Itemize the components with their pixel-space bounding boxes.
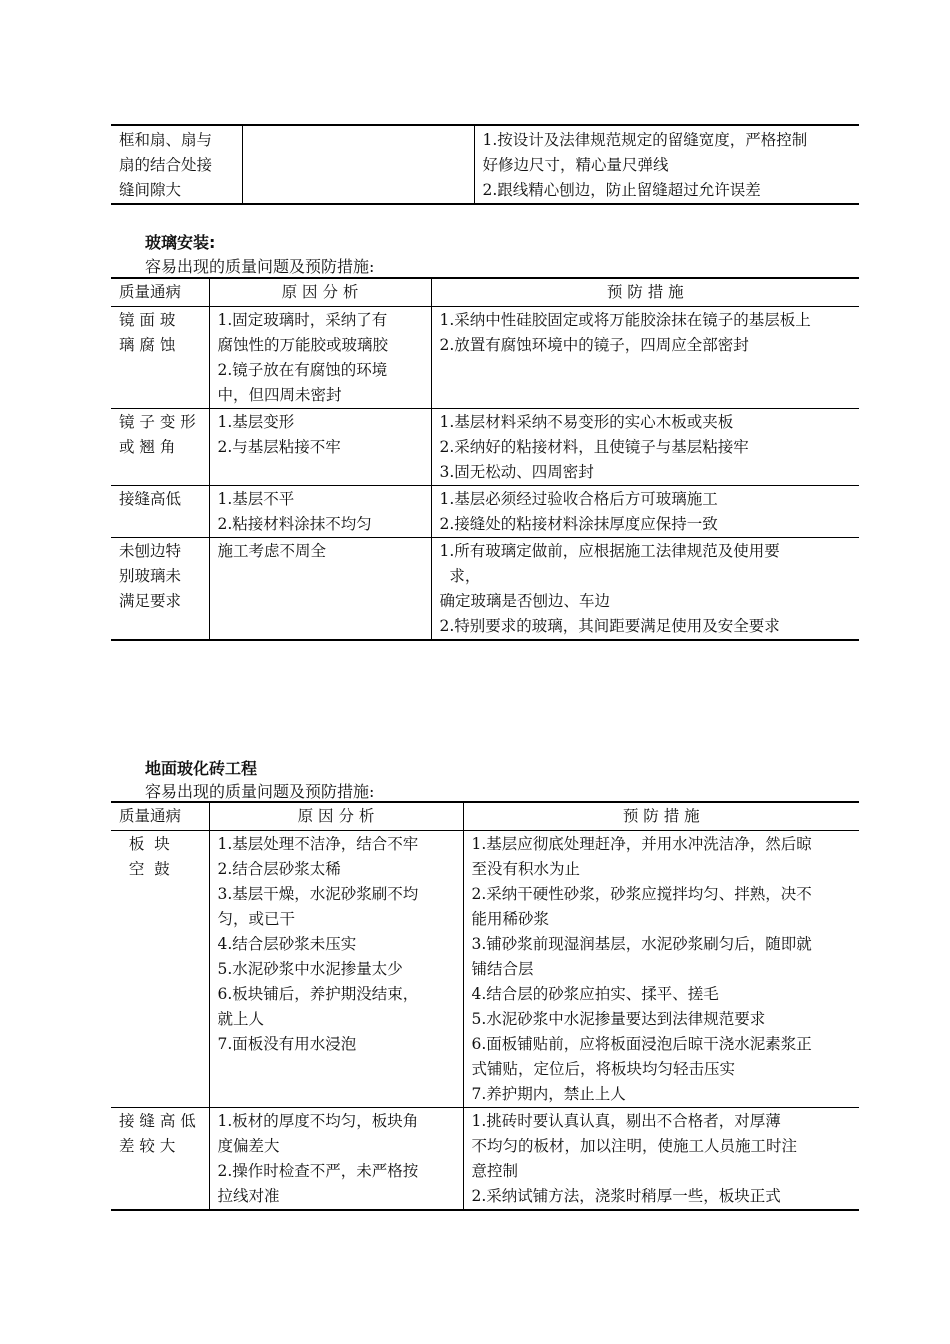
cell-line: 框和扇、扇与 bbox=[119, 131, 213, 149]
table-row bbox=[111, 125, 859, 204]
table-header-row bbox=[111, 278, 859, 307]
cell-line: 镜 面 玻 bbox=[119, 311, 176, 329]
cell-line: 5.水泥砂浆中水泥掺量太少 bbox=[217, 960, 403, 978]
section-title-glass: 玻璃安装: bbox=[145, 233, 216, 252]
table-row bbox=[111, 486, 859, 538]
cell-line: 2.采纳干硬性砂浆，砂浆应搅拌均匀、拌熟，决不 bbox=[471, 885, 812, 903]
cell-line: 2.放置有腐蚀环境中的镜子，四周应全部密封 bbox=[439, 336, 749, 354]
cell-line: 4.结合层砂浆未压实 bbox=[217, 935, 357, 953]
header-measure: 预 防 措 施 bbox=[431, 278, 859, 307]
section-title-tiles: 地面玻化砖工程 bbox=[145, 759, 258, 778]
window-defects-table bbox=[111, 124, 859, 205]
table-row bbox=[111, 538, 859, 641]
cell-line: 拉线对准 bbox=[217, 1187, 280, 1205]
header-cause: 原 因 分 析 bbox=[209, 278, 431, 307]
cell-line: 2.接缝处的粘接材料涂抹厚度应保持一致 bbox=[439, 515, 718, 533]
issue-cell bbox=[111, 538, 209, 641]
header-cause: 原 因 分 析 bbox=[209, 802, 463, 831]
cell-line: 扇的结合处接 bbox=[119, 156, 213, 174]
cell-line: 1.所有玻璃定做前，应根据施工法律规范及使用要 bbox=[439, 542, 780, 560]
measure-cell bbox=[463, 831, 859, 1108]
cause-cell bbox=[209, 409, 431, 486]
cause-cell bbox=[242, 125, 474, 204]
issue-cell bbox=[111, 409, 209, 486]
cell-line: 2.粘接材料涂抹不均匀 bbox=[217, 515, 372, 533]
cause-cell bbox=[209, 486, 431, 538]
measure-cell bbox=[431, 409, 859, 486]
cell-line: 接 缝 高 低 bbox=[119, 1112, 196, 1130]
cause-cell bbox=[209, 831, 463, 1108]
cell-line: 中，但四周未密封 bbox=[217, 386, 342, 404]
tile-defects-table bbox=[111, 801, 859, 1211]
measure-cell bbox=[431, 538, 859, 641]
cell-line: 1.基层材料采纳不易变形的实心木板或夹板 bbox=[439, 413, 734, 431]
cause-cell bbox=[209, 307, 431, 409]
cell-line: 3.固无松动、四周密封 bbox=[439, 463, 594, 481]
cell-line: 1.采纳中性硅胶固定或将万能胶涂抹在镜子的基层板上 bbox=[439, 311, 811, 329]
cell-line: 好修边尺寸，精心量尺弹线 bbox=[482, 156, 669, 174]
glass-defects-table bbox=[111, 277, 859, 641]
cell-line: 2.结合层砂浆太稀 bbox=[217, 860, 341, 878]
table-row bbox=[111, 1108, 859, 1211]
cell-line: 匀，或已干 bbox=[217, 910, 296, 928]
issue-cell bbox=[111, 307, 209, 409]
measure-cell bbox=[463, 1108, 859, 1211]
cell-line: 1.基层应彻底处理赶净，并用水冲洗洁净，然后晾 bbox=[471, 835, 812, 853]
cell-line: 2.采纳试铺方法，浇浆时稍厚一些，板块正式 bbox=[471, 1187, 781, 1205]
table-header-row bbox=[111, 802, 859, 831]
cell-line: 1.基层必须经过验收合格后方可玻璃施工 bbox=[439, 490, 718, 508]
issue-cell bbox=[111, 125, 242, 204]
cell-line: 或 翘 角 bbox=[119, 438, 176, 456]
cell-line: 5.水泥砂浆中水泥掺量要达到法律规范要求 bbox=[471, 1010, 766, 1028]
cell-line: 施工考虑不周全 bbox=[217, 542, 327, 560]
cell-line: 2.跟线精心刨边，防止留缝超过允许误差 bbox=[482, 181, 761, 199]
cell-line: 别玻璃未 bbox=[119, 567, 182, 585]
table-row bbox=[111, 409, 859, 486]
cell-line: 接缝高低 bbox=[119, 490, 182, 508]
cell-line: 1.挑砖时要认真认真，剔出不合格者，对厚薄 bbox=[471, 1112, 781, 1130]
cell-line: 1.固定玻璃时，采纳了有 bbox=[217, 311, 388, 329]
cause-cell bbox=[209, 538, 431, 641]
cell-line: 至没有积水为止 bbox=[471, 860, 581, 878]
cell-line: 3.基层干燥，水泥砂浆刷不均 bbox=[217, 885, 419, 903]
cell-line: 意控制 bbox=[471, 1162, 519, 1180]
issue-cell bbox=[111, 831, 209, 1108]
measure-cell bbox=[431, 307, 859, 409]
cell-line: 就上人 bbox=[217, 1010, 265, 1028]
cell-line: 缝间隙大 bbox=[119, 181, 182, 199]
table-row bbox=[111, 307, 859, 409]
cell-line: 7.养护期内，禁止上人 bbox=[471, 1085, 626, 1103]
measure-cell bbox=[431, 486, 859, 538]
cell-line: 2.操作时检查不严，未严格按 bbox=[217, 1162, 419, 1180]
header-issue: 质量通病 bbox=[111, 278, 209, 307]
section-subtitle-glass: 容易出现的质量问题及预防措施: bbox=[145, 257, 375, 276]
cell-line: 2.镜子放在有腐蚀的环境 bbox=[217, 361, 388, 379]
cell-line: 1.基层不平 bbox=[217, 490, 295, 508]
measure-cell bbox=[474, 125, 859, 204]
cell-line: 空 鼓 bbox=[119, 860, 170, 878]
header-measure: 预 防 措 施 bbox=[463, 802, 859, 831]
cell-line: 确定玻璃是否刨边、车边 bbox=[439, 592, 611, 610]
section-subtitle-tiles: 容易出现的质量问题及预防措施: bbox=[145, 782, 375, 801]
cell-line: 4.结合层的砂浆应拍实、揉平、搓毛 bbox=[471, 985, 719, 1003]
cell-line: 璃 腐 蚀 bbox=[119, 336, 176, 354]
cell-line: 2.与基层粘接不牢 bbox=[217, 438, 341, 456]
cell-line: 铺结合层 bbox=[471, 960, 534, 978]
cell-line: 差 较 大 bbox=[119, 1137, 176, 1155]
cell-line: 2.采纳好的粘接材料，且使镜子与基层粘接牢 bbox=[439, 438, 749, 456]
cell-line: 板 块 bbox=[119, 835, 170, 853]
cause-cell bbox=[209, 1108, 463, 1211]
cell-line: 不均匀的板材，加以注明，使施工人员施工时注 bbox=[471, 1137, 798, 1155]
cell-line: 6.面板铺贴前，应将板面浸泡后晾干浇水泥素浆正 bbox=[471, 1035, 812, 1053]
cell-line: 求， bbox=[439, 567, 481, 585]
cell-line: 式铺贴，定位后，将板块均匀轻击压实 bbox=[471, 1060, 736, 1078]
cell-line: 度偏差大 bbox=[217, 1137, 280, 1155]
cell-line: 1.基层变形 bbox=[217, 413, 295, 431]
cell-line: 2.特别要求的玻璃，其间距要满足使用及安全要求 bbox=[439, 617, 780, 635]
cell-line: 1.板材的厚度不均匀，板块角 bbox=[217, 1112, 419, 1130]
cell-line: 未刨边特 bbox=[119, 542, 182, 560]
cell-line: 腐蚀性的万能胶或玻璃胶 bbox=[217, 336, 389, 354]
cell-line: 1.按设计及法律规范规定的留缝宽度，严格控制 bbox=[482, 131, 808, 149]
cell-line: 6.板块铺后，养护期没结束， bbox=[217, 985, 419, 1003]
issue-cell bbox=[111, 486, 209, 538]
cell-line: 满足要求 bbox=[119, 592, 182, 610]
cell-line: 7.面板没有用水浸泡 bbox=[217, 1035, 357, 1053]
cell-line: 3.铺砂浆前现湿润基层，水泥砂浆刷匀后，随即就 bbox=[471, 935, 812, 953]
table-row bbox=[111, 831, 859, 1108]
issue-cell bbox=[111, 1108, 209, 1211]
cell-line: 能用稀砂浆 bbox=[471, 910, 550, 928]
cell-line: 1.基层处理不洁净，结合不牢 bbox=[217, 835, 419, 853]
header-issue: 质量通病 bbox=[111, 802, 209, 831]
cell-line: 镜 子 变 形 bbox=[119, 413, 196, 431]
